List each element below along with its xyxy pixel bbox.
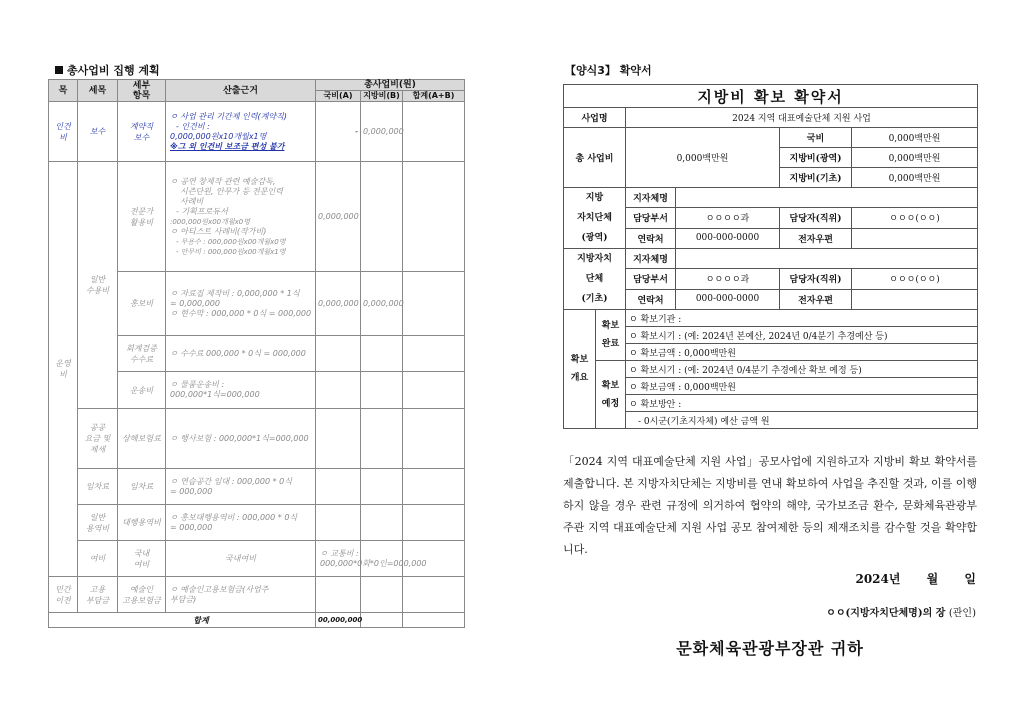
- gov-name-label: 지자체명: [626, 249, 676, 269]
- basis-line: - 안무비 : 000,000원x00개월x1명: [176, 247, 286, 256]
- local-wide-label: 지방비(광역): [780, 148, 852, 168]
- expert-sum: [403, 162, 465, 272]
- private-national: [316, 577, 361, 613]
- officer-label: 담당자(직위): [780, 208, 852, 228]
- national-value: 0,000백만원: [852, 128, 978, 148]
- wide-dept-value: ㅇㅇㅇㅇ과: [676, 208, 780, 228]
- budget-plan-title: [55, 62, 160, 78]
- basic-contact-value: 000-000-0000: [676, 289, 780, 309]
- header-local: 지방비(B): [361, 91, 403, 102]
- insurance-national: [316, 409, 361, 469]
- expert-basis: [166, 162, 316, 272]
- agency-national: [316, 505, 361, 541]
- public-semok: 공공 요금 및 제세: [78, 409, 118, 469]
- private-mok: 민간 이전: [49, 577, 78, 613]
- labor-mok: 인건 비: [49, 102, 78, 162]
- contact-label: 연락처: [626, 289, 676, 309]
- wide-contact-value: 000-000-0000: [676, 228, 780, 248]
- basis-note: ※그 외 인건비 보조금 편성 불가: [170, 141, 285, 151]
- audit-basis: [166, 336, 316, 372]
- labor-sum: [403, 102, 465, 162]
- basis-line: ㅇ 현수막 : 000,000 * 0식 = 000,000: [170, 308, 312, 318]
- rent-sum: [403, 469, 465, 505]
- header-basis: 산출근거: [166, 80, 316, 102]
- audit-national: [316, 336, 361, 372]
- rent-local: [361, 469, 403, 505]
- basic-gov-name: [676, 249, 978, 269]
- rent-semok: 임차료: [78, 469, 118, 505]
- done-label: 확보 완료: [596, 310, 626, 361]
- basis-line: = 000,000: [170, 486, 213, 496]
- budget-table: [48, 79, 465, 628]
- total-national: 00,000,000: [316, 613, 361, 628]
- local-basic-value: 0,000백만원: [852, 168, 978, 188]
- general-service-semok: 일반 용역비: [78, 505, 118, 541]
- promo-local: 0,000,000: [361, 272, 403, 336]
- local-basic-label: 지방비(기초): [780, 168, 852, 188]
- private-semok: 고용 부담금: [78, 577, 118, 613]
- wide-gov-label: 지방 자치단체 (광역): [564, 188, 626, 249]
- total-local: [361, 613, 403, 628]
- audit-sum: [403, 336, 465, 372]
- header-detail: 세부 항목: [118, 80, 166, 102]
- email-label: 전자우편: [780, 289, 852, 309]
- header-national: 국비(A): [316, 91, 361, 102]
- transport-local: [361, 372, 403, 409]
- dept-label: 담당부서: [626, 208, 676, 228]
- transport-detail: 운송비: [118, 372, 166, 409]
- basis-line: ㅇ 수수료 000,000 * 0식 = 000,000: [170, 348, 306, 358]
- labor-local: 0,000,000: [361, 102, 403, 162]
- basis-line: 사례비: [180, 196, 204, 206]
- promo-sum: [403, 272, 465, 336]
- general-semok: 일반 수용비: [78, 162, 118, 409]
- expert-national: 0,000,000: [316, 162, 361, 272]
- promo-detail: 홍보비: [118, 272, 166, 336]
- pledge-table: [563, 84, 978, 429]
- header-sum: 합계(A+B): [403, 91, 465, 102]
- basis-line: ㅇ 아티스트 사례비(작가비): [170, 226, 267, 236]
- total-sum: [403, 613, 465, 628]
- pledge-body-text: 「2024 지역 대표예술단체 지원 사업」공모사업에 지원하고자 지방비 확보 확약서를 제출합니다. 본 지방자치단체는 지방비를 연내 확보하여 사업을 추진할 것과, 이를 이행하지 않을 경우 관련 규정에 의거하여 협약의 해약, 국가보조금 환수, 문화체육관광부 주관 지역 대표예술단체 지원 사업 공모 참여제한 등의 제재조치를 감수할 것을 확약합니다.: [563, 455, 977, 556]
- basis-line: ㅇ 공연 창제작 관련 예술감독,: [170, 176, 276, 186]
- form-label: 【양식3】 확약서: [565, 64, 652, 77]
- agency-sum: [403, 505, 465, 541]
- basis-line: ㅇ 물품운송비 :: [170, 380, 225, 389]
- contact-label: 연락처: [626, 228, 676, 248]
- dept-label: 담당부서: [626, 269, 676, 289]
- project-name: 2024 지역 대표예술단체 지원 사업: [626, 108, 978, 128]
- done-item: ㅇ 확보시기 : (예: 2024년 본예산, 2024년 0/4분기 추경예산 등): [626, 327, 978, 344]
- rent-detail: 임차료: [118, 469, 166, 505]
- addressee: 문화체육관광부장관 귀하: [676, 639, 864, 658]
- travel-mok: 여비: [78, 541, 118, 577]
- basis-line: 000,000*0회*0인=000,000: [320, 558, 427, 568]
- plan-label: 확보 예정: [596, 361, 626, 429]
- header-mok: 목: [49, 80, 78, 102]
- basis-line: ㅇ 예술인고용보험금(사업주: [170, 584, 269, 594]
- audit-local: [361, 336, 403, 372]
- basis-line: 시즌단원, 안무가 등 전문인력: [180, 186, 283, 196]
- labor-basis: [166, 102, 316, 162]
- basis-line: 0,000,000원x10개월x1명: [170, 131, 267, 141]
- plan-item: ㅇ 확보금액 : 0,000백만원: [626, 378, 978, 395]
- labor-national: -: [316, 102, 361, 162]
- basis-line: ㅇ 자료집 제작비 : 0,000,000 * 1식: [170, 288, 300, 298]
- travel-detail: 국내여비: [166, 541, 316, 577]
- local-wide-value: 0,000백만원: [852, 148, 978, 168]
- basis-line: = 0,000,000: [170, 298, 220, 308]
- labor-detail: 계약직 보수: [118, 102, 166, 162]
- transport-sum: [403, 372, 465, 409]
- table-row: [49, 409, 465, 469]
- rent-national: [316, 469, 361, 505]
- email-label: 전자우편: [780, 228, 852, 248]
- private-basis: [166, 577, 316, 613]
- basic-officer-value: ㅇㅇㅇ(ㅇㅇ): [852, 269, 978, 289]
- gov-name-label: 지자체명: [626, 188, 676, 208]
- table-row: [49, 505, 465, 541]
- project-label: 사업명: [564, 108, 626, 128]
- basis-line: 000,000*1식=000,000: [170, 390, 260, 399]
- plan-item: ㅇ 확보시기 : (예: 2024년 0/4분기 추경예산 확보 예정 등): [626, 361, 978, 378]
- private-sum: [403, 577, 465, 613]
- wide-email-value: [852, 228, 978, 248]
- basis-line: ㅇ 행사보험 : 000,000*1식=000,000: [170, 433, 309, 443]
- travel-basis: [316, 541, 427, 577]
- national-label: 국비: [780, 128, 852, 148]
- basis-line: ㅇ 연습공간 임대 : 000,000 * 0식: [170, 476, 292, 486]
- promo-national: 0,000,000: [316, 272, 361, 336]
- square-bullet-icon: [55, 66, 63, 74]
- table-row: [49, 541, 465, 577]
- table-row: [49, 469, 465, 505]
- wide-gov-name: [676, 188, 978, 208]
- wide-officer-value: ㅇㅇㅇ(ㅇㅇ): [852, 208, 978, 228]
- done-item: ㅇ 확보금액 : 0,000백만원: [626, 344, 978, 361]
- audit-detail: 회계검증 수수료: [118, 336, 166, 372]
- plan-item: ㅇ 확보방안 :: [626, 395, 978, 412]
- pledge-date: 2024년 월 일: [855, 572, 976, 586]
- transport-basis: [166, 372, 316, 409]
- done-item: ㅇ 확보기관 :: [626, 310, 978, 327]
- basis-line: ㅇ 사업 관리 기간제 인력(계약직): [170, 111, 287, 121]
- basic-gov-label: 지방자치 단체 (기초): [564, 249, 626, 310]
- basis-line: - 인건비 :: [176, 121, 210, 131]
- total-cost-label: 총 사업비: [564, 128, 626, 188]
- insurance-local: [361, 409, 403, 469]
- agency-basis: [166, 505, 316, 541]
- total-label: 합계: [49, 613, 316, 628]
- expert-detail: 전문가 활용비: [118, 162, 166, 272]
- table-row: [49, 577, 465, 613]
- header-semok: 세목: [78, 80, 118, 102]
- total-row: [49, 613, 465, 628]
- private-detail: 예술인 고용보험금: [118, 577, 166, 613]
- travel-semok: 국내 여비: [118, 541, 166, 577]
- officer-label: 담당자(직위): [780, 269, 852, 289]
- basic-email-value: [852, 289, 978, 309]
- insurance-detail: 상해보험료: [118, 409, 166, 469]
- basis-line: :000,000원x00개월x0명: [170, 217, 250, 226]
- basis-line: 부담금): [170, 594, 197, 604]
- insurance-basis: [166, 409, 316, 469]
- basis-line: - 기획프로듀서: [176, 206, 228, 216]
- basis-line: ㅇ 교통비 :: [320, 548, 359, 558]
- promo-basis: [166, 272, 316, 336]
- rent-basis: [166, 469, 316, 505]
- basis-line: - 무용수 : 000,000원x00개월x0명: [176, 237, 286, 246]
- insurance-sum: [403, 409, 465, 469]
- pledge-title: 지방비 확보 확약서: [564, 85, 978, 108]
- signer-line: [700, 604, 976, 619]
- budget-plan-title-text: 총사업비 집행 계획: [67, 64, 160, 77]
- agency-local: [361, 505, 403, 541]
- seal-label: (관인): [948, 608, 976, 619]
- overview-label: 확보 개요: [564, 310, 596, 429]
- header-total-budget: 총사업비(원): [316, 80, 465, 91]
- total-cost-value: 0,000백만원: [626, 128, 780, 188]
- basis-line: ㅇ 홍보대행용역비 : 000,000 * 0식: [170, 512, 298, 522]
- basic-dept-value: ㅇㅇㅇㅇ과: [676, 269, 780, 289]
- expert-local: [361, 162, 403, 272]
- ops-mok: 운영 비: [49, 162, 78, 577]
- agency-detail: 대행용역비: [118, 505, 166, 541]
- transport-national: [316, 372, 361, 409]
- basis-line: = 000,000: [170, 522, 213, 532]
- private-local: [361, 577, 403, 613]
- table-row: [49, 102, 465, 162]
- labor-semok: 보수: [78, 102, 118, 162]
- plan-item: - 0시군(기초지자체) 예산 금액 원: [626, 412, 978, 429]
- table-row: [49, 162, 465, 272]
- signer-name: ㅇㅇ(지방자치단체명)의 장: [826, 608, 946, 619]
